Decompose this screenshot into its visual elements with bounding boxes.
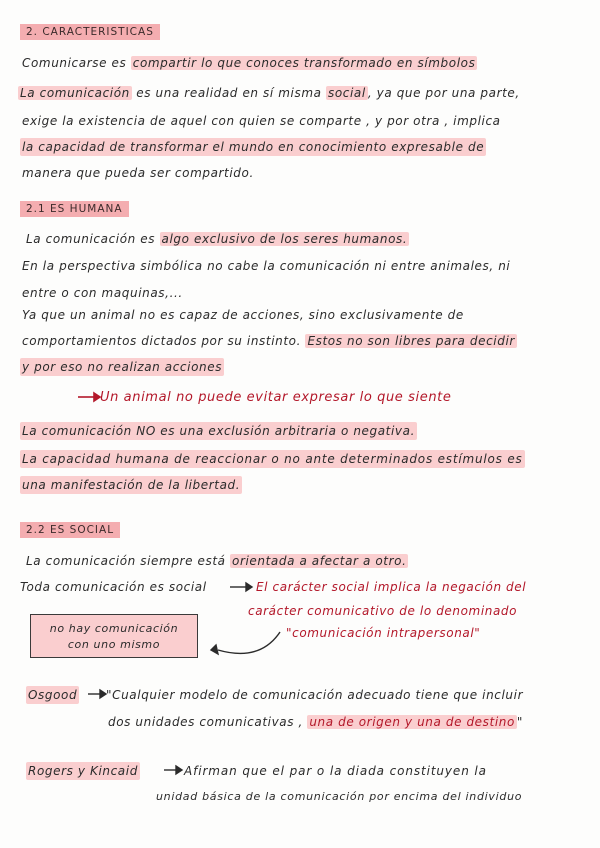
quote-line: unidad básica de la comunicación por encima del individuo <box>156 790 523 803</box>
text-segment: es una realidad en sí misma <box>131 86 326 100</box>
text-segment: La comunicación es <box>26 232 160 246</box>
boxed-note <box>30 614 198 658</box>
highlighted-text: algo exclusivo de los seres humanos. <box>161 232 408 246</box>
highlighted-text: orientada a afectar a otro. <box>232 554 407 568</box>
text-segment: comportamientos dictados por su instinto. <box>22 334 306 348</box>
boxed-note-line: con uno mismo <box>67 638 161 651</box>
text-line <box>26 552 408 570</box>
arrow-icon <box>230 583 252 591</box>
arrow-icon <box>164 766 182 774</box>
text-line: Toda comunicación es social <box>20 580 207 594</box>
text-line: exige la existencia de aquel con quien se comparte , y por otra , implica <box>22 114 501 128</box>
red-note: Un animal no puede evitar expresar lo que siente <box>100 390 452 405</box>
red-note: carácter comunicativo de lo denominado <box>248 604 518 618</box>
quote-line <box>108 713 523 731</box>
highlighted-text: Estos no son libres para decidir <box>307 334 515 348</box>
text-line <box>18 84 520 102</box>
boxed-note-line: no hay comunicación <box>49 622 179 635</box>
highlighted-text-line: una manifestación de la libertad. <box>22 478 241 492</box>
highlighted-text-line: La capacidad humana de reaccionar o no ante determinados estímulos es <box>22 452 523 466</box>
section-heading-caracteristicas: 2. CARACTERISTICAS <box>20 24 160 40</box>
text-segment: La comunicación siempre está <box>26 554 230 568</box>
highlighted-text-line: la capacidad de transformar el mundo en conocimiento expresable de <box>22 140 485 154</box>
quote-line: Afirman que el par o la diada constituyen la <box>184 764 487 778</box>
highlighted-text: una de origen y una de destino <box>309 715 515 729</box>
red-note: El carácter social implica la negación del <box>256 580 527 594</box>
section-heading-es-humana: 2.1 ES HUMANA <box>20 201 129 217</box>
red-note: "comunicación intrapersonal" <box>286 626 481 640</box>
highlighted-text-line: y por eso no realizan acciones <box>22 360 223 374</box>
text-line: Ya que un animal no es capaz de acciones, sino exclusivamente de <box>22 308 464 322</box>
arrow-icon <box>88 690 106 698</box>
arrow-icon <box>78 393 100 401</box>
text-segment: , ya que por una parte, <box>367 86 520 100</box>
highlighted-text-line: La comunicación NO es una exclusión arbitraria o negativa. <box>22 424 415 438</box>
highlighted-text: compartir lo que conoces transformado en símbolos <box>132 56 476 70</box>
highlighted-text: social <box>327 86 366 100</box>
highlighted-text: La comunicación <box>20 86 130 100</box>
section-heading-es-social: 2.2 ES SOCIAL <box>20 522 120 538</box>
author-name-rogers-kincaid: Rogers y Kincaid <box>28 764 138 778</box>
text-segment: Comunicarse es <box>22 56 131 70</box>
text-line: entre o con maquinas,... <box>22 286 183 300</box>
author-name-osgood: Osgood <box>28 688 78 702</box>
text-line <box>26 230 409 248</box>
text-line <box>22 54 477 72</box>
text-segment: " <box>516 715 524 729</box>
text-line: En la perspectiva simbólica no cabe la comunicación ni entre animales, ni <box>22 259 511 273</box>
text-segment: dos unidades comunicativas , <box>108 715 308 729</box>
text-line <box>22 332 517 350</box>
text-line: manera que pueda ser compartido. <box>22 166 254 180</box>
quote-line: "Cualquier modelo de comunicación adecuado tiene que incluir <box>106 688 524 702</box>
curved-arrow-icon <box>211 632 280 654</box>
